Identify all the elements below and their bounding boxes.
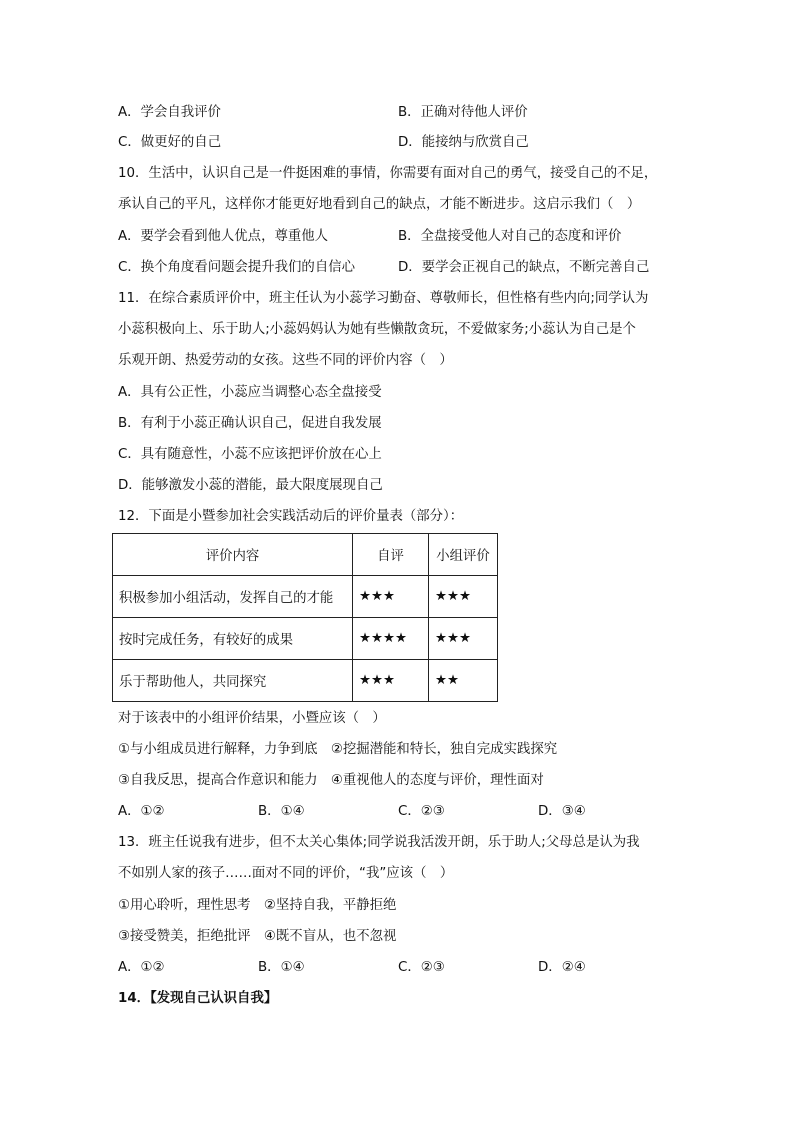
- q12-stem: 12．下面是小暨参加社会实践活动后的评价量表（部分）：: [118, 509, 464, 524]
- q14-title: 14．【发现自己认识自我】: [118, 991, 278, 1006]
- table-cell: ★★: [429, 660, 498, 702]
- q12-items-line2: ③自我反思，提高合作意识和能力 ④重视他人的态度与评价，理性面对: [118, 773, 544, 788]
- q11-option-c: C．具有随意性，小蕊不应该把评价放在心上: [118, 447, 382, 462]
- q13-option-d: D．②④: [538, 960, 586, 975]
- q10-stem-line2: 承认自己的平凡，这样你才能更好地看到自己的缺点，才能不断进步。这启示我们（ ）: [118, 197, 641, 212]
- table-row: [113, 618, 498, 660]
- q12-option-b: B．①④: [258, 804, 305, 819]
- table-cell: ★★★: [429, 618, 498, 660]
- q13-option-b: B．①④: [258, 960, 305, 975]
- evaluation-table: [112, 533, 498, 702]
- q12-option-d: D．③④: [538, 804, 586, 819]
- q11-option-a: A．具有公正性，小蕊应当调整心态全盘接受: [118, 385, 382, 400]
- table-row: [113, 576, 498, 618]
- q13-items-line2: ③接受赞美，拒绝批评 ④既不盲从，也不忽视: [118, 929, 397, 944]
- q10-option-c: C．换个角度看问题会提升我们的自信心: [118, 260, 355, 275]
- q11-stem-line2: 小蕊积极向上、乐于助人;小蕊妈妈认为她有些懒散贪玩，不爱做家务;小蕊认为自己是个: [118, 322, 636, 337]
- q9-option-d: D．能接纳与欣赏自己: [398, 135, 529, 150]
- table-cell: ★★★: [353, 576, 429, 618]
- q13-option-c: C．②③: [398, 960, 445, 975]
- q11-option-b: B．有利于小蕊正确认识自己，促进自我发展: [118, 416, 382, 431]
- q10-option-b: B．全盘接受他人对自己的态度和评价: [398, 229, 622, 244]
- table-header-cell: 自评: [353, 534, 429, 576]
- q10-option-a: A．要学会看到他人优点，尊重他人: [118, 229, 329, 244]
- q10-option-d: D．要学会正视自己的缺点，不断完善自己: [398, 260, 650, 275]
- q11-stem-line3: 乐观开朗、热爱劳动的女孩。这些不同的评价内容（ ）: [118, 353, 453, 368]
- q13-items-line1: ①用心聆听，理性思考 ②坚持自我，平静拒绝: [118, 898, 397, 913]
- table-header-row: [113, 534, 498, 576]
- q9-option-c: C．做更好的自己: [118, 135, 222, 150]
- q12-option-a: A．①②: [118, 804, 165, 819]
- table-header-cell: 评价内容: [113, 534, 353, 576]
- table-cell: ★★★★: [353, 618, 429, 660]
- table-cell: 按时完成任务，有较好的成果: [113, 618, 353, 660]
- q11-stem-line1: 11．在综合素质评价中，班主任认为小蕊学习勤奋、尊敬师长，但性格有些内向;同学认为: [118, 291, 649, 306]
- q13-stem-line1: 13．班主任说我有进步，但不太关心集体;同学说我活泼开朗，乐于助人;父母总是认为我: [118, 835, 640, 850]
- q10-stem-line1: 10．生活中，认识自己是一件挺困难的事情，你需要有面对自己的勇气，接受自己的不足，: [118, 166, 658, 181]
- table-row: [113, 660, 498, 702]
- q9-option-b: B．正确对待他人评价: [398, 105, 528, 120]
- table-cell: 积极参加小组活动，发挥自己的才能: [113, 576, 353, 618]
- table-cell: 乐于帮助他人，共同探究: [113, 660, 353, 702]
- q13-stem-line2: 不如别人家的孩子……面对不同的评价，“我”应该（ ）: [118, 866, 454, 881]
- table-cell: ★★★: [429, 576, 498, 618]
- q11-option-d: D．能够激发小蕊的潜能，最大限度展现自己: [118, 478, 383, 493]
- q12-follow-up: 对于该表中的小组评价结果，小暨应该（ ）: [118, 711, 386, 726]
- q12-items-line1: ①与小组成员进行解释，力争到底 ②挖掘潜能和特长，独自完成实践探究: [118, 742, 558, 757]
- q12-option-c: C．②③: [398, 804, 445, 819]
- table-header-cell: 小组评价: [429, 534, 498, 576]
- q13-option-a: A．①②: [118, 960, 165, 975]
- q9-option-a: A．学会自我评价: [118, 105, 221, 120]
- table-cell: ★★★: [353, 660, 429, 702]
